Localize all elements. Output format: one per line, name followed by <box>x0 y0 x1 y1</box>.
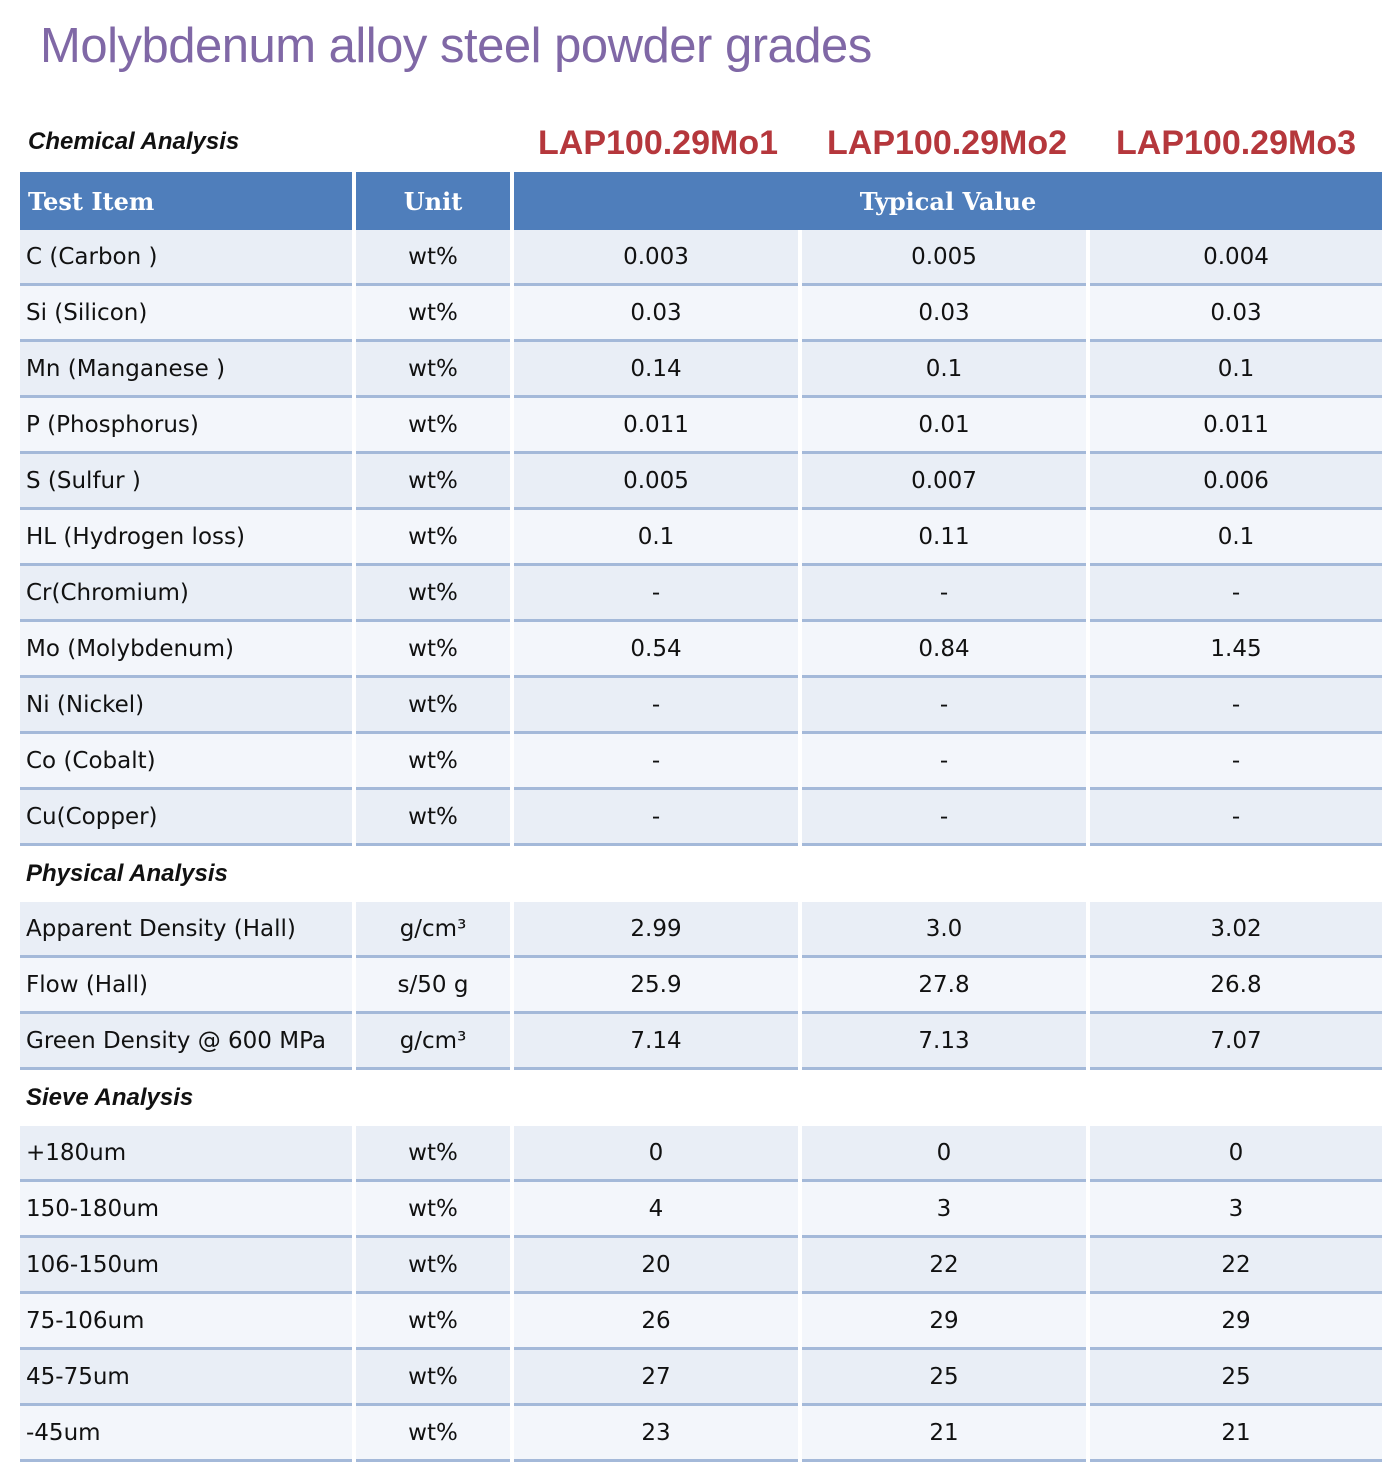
row-item-name: Green Density @ 600 MPa <box>20 1014 352 1070</box>
table-row <box>20 902 1382 958</box>
table-row <box>20 510 1382 566</box>
table-row <box>20 230 1382 286</box>
row-value-grade-1: 0.03 <box>514 286 798 342</box>
sieve-analysis-label: Sieve Analysis <box>20 1070 1382 1126</box>
row-value-grade-2: - <box>802 734 1086 790</box>
table-row <box>20 566 1382 622</box>
row-item-name: P (Phosphorus) <box>20 398 352 454</box>
row-unit: wt% <box>356 1182 510 1238</box>
row-value-grade-1: 0.54 <box>514 622 798 678</box>
row-unit: wt% <box>356 1406 510 1462</box>
row-item-name: Mo (Molybdenum) <box>20 622 352 678</box>
row-item-name: 75-106um <box>20 1294 352 1350</box>
row-item-name: 106-150um <box>20 1238 352 1294</box>
row-value-grade-2: 3.0 <box>802 902 1086 958</box>
table-row <box>20 958 1382 1014</box>
row-value-grade-3: 3.02 <box>1090 902 1382 958</box>
row-value-grade-1: 26 <box>514 1294 798 1350</box>
row-value-grade-1: 7.14 <box>514 1014 798 1070</box>
chemical-rows <box>20 230 1382 846</box>
row-value-grade-3: 26.8 <box>1090 958 1382 1014</box>
row-value-grade-3: - <box>1090 566 1382 622</box>
row-value-grade-1: 0.003 <box>514 230 798 286</box>
row-value-grade-2: - <box>802 790 1086 846</box>
table-row <box>20 734 1382 790</box>
chemical-analysis-label: Chemical Analysis <box>28 128 240 155</box>
row-unit: wt% <box>356 678 510 734</box>
row-value-grade-3: 0.004 <box>1090 230 1382 286</box>
row-value-grade-2: 0 <box>802 1126 1086 1182</box>
row-value-grade-2: 0.84 <box>802 622 1086 678</box>
row-item-name: C (Carbon ) <box>20 230 352 286</box>
row-value-grade-1: - <box>514 566 798 622</box>
row-value-grade-1: 0.011 <box>514 398 798 454</box>
row-item-name: Co (Cobalt) <box>20 734 352 790</box>
table-row <box>20 790 1382 846</box>
row-value-grade-3: 0.1 <box>1090 510 1382 566</box>
table-row <box>20 398 1382 454</box>
row-value-grade-3: 0 <box>1090 1126 1382 1182</box>
row-value-grade-2: - <box>802 566 1086 622</box>
row-value-grade-1: 4 <box>514 1182 798 1238</box>
row-value-grade-2: 3 <box>802 1182 1086 1238</box>
row-value-grade-1: 0.005 <box>514 454 798 510</box>
row-value-grade-3: - <box>1090 734 1382 790</box>
row-value-grade-2: 22 <box>802 1238 1086 1294</box>
row-value-grade-2: 0.1 <box>802 342 1086 398</box>
row-value-grade-1: - <box>514 790 798 846</box>
row-item-name: Si (Silicon) <box>20 286 352 342</box>
row-value-grade-2: 7.13 <box>802 1014 1086 1070</box>
table-row <box>20 454 1382 510</box>
physical-rows <box>20 902 1382 1070</box>
table-header-row <box>20 172 1382 230</box>
row-value-grade-1: 27 <box>514 1350 798 1406</box>
row-item-name: Cu(Copper) <box>20 790 352 846</box>
row-unit: wt% <box>356 790 510 846</box>
row-value-grade-1: 25.9 <box>514 958 798 1014</box>
row-item-name: Flow (Hall) <box>20 958 352 1014</box>
row-unit: g/cm³ <box>356 902 510 958</box>
row-value-grade-1: 2.99 <box>514 902 798 958</box>
row-value-grade-2: 0.03 <box>802 286 1086 342</box>
table-row <box>20 1126 1382 1182</box>
table-row <box>20 1238 1382 1294</box>
row-value-grade-2: 0.005 <box>802 230 1086 286</box>
row-value-grade-3: 7.07 <box>1090 1014 1382 1070</box>
row-item-name: HL (Hydrogen loss) <box>20 510 352 566</box>
row-unit: wt% <box>356 566 510 622</box>
table-row <box>20 622 1382 678</box>
header-unit: Unit <box>356 172 510 230</box>
row-item-name: Ni (Nickel) <box>20 678 352 734</box>
row-value-grade-3: - <box>1090 790 1382 846</box>
row-value-grade-2: 0.007 <box>802 454 1086 510</box>
row-value-grade-2: 29 <box>802 1294 1086 1350</box>
row-value-grade-2: 25 <box>802 1350 1086 1406</box>
grade-header-1: LAP100.29Mo1 <box>538 124 778 162</box>
header-typical-value: Typical Value <box>514 172 1382 230</box>
row-value-grade-3: 0.1 <box>1090 342 1382 398</box>
row-value-grade-3: - <box>1090 678 1382 734</box>
row-value-grade-1: 20 <box>514 1238 798 1294</box>
row-item-name: +180um <box>20 1126 352 1182</box>
row-value-grade-1: - <box>514 734 798 790</box>
row-value-grade-3: 25 <box>1090 1350 1382 1406</box>
row-value-grade-1: 0.14 <box>514 342 798 398</box>
sieve-rows <box>20 1126 1382 1462</box>
table-row <box>20 286 1382 342</box>
row-value-grade-1: - <box>514 678 798 734</box>
row-unit: wt% <box>356 1126 510 1182</box>
row-item-name: 45-75um <box>20 1350 352 1406</box>
grade-header-3: LAP100.29Mo3 <box>1116 124 1356 162</box>
row-unit: wt% <box>356 342 510 398</box>
row-value-grade-3: 1.45 <box>1090 622 1382 678</box>
table-row <box>20 342 1382 398</box>
row-value-grade-1: 0 <box>514 1126 798 1182</box>
row-value-grade-2: - <box>802 678 1086 734</box>
table-row <box>20 1350 1382 1406</box>
row-unit: wt% <box>356 398 510 454</box>
row-unit: wt% <box>356 286 510 342</box>
row-unit: wt% <box>356 1294 510 1350</box>
row-unit: wt% <box>356 734 510 790</box>
properties-table <box>20 172 1382 1462</box>
table-row <box>20 1182 1382 1238</box>
table-row <box>20 678 1382 734</box>
row-value-grade-1: 0.1 <box>514 510 798 566</box>
row-value-grade-3: 0.011 <box>1090 398 1382 454</box>
table-row <box>20 1014 1382 1070</box>
row-value-grade-3: 29 <box>1090 1294 1382 1350</box>
row-value-grade-2: 0.11 <box>802 510 1086 566</box>
page-title: Molybdenum alloy steel powder grades <box>40 19 872 73</box>
row-unit: g/cm³ <box>356 1014 510 1070</box>
row-item-name: Apparent Density (Hall) <box>20 902 352 958</box>
row-item-name: Mn (Manganese ) <box>20 342 352 398</box>
row-unit: wt% <box>356 454 510 510</box>
row-unit: s/50 g <box>356 958 510 1014</box>
row-value-grade-3: 0.006 <box>1090 454 1382 510</box>
header-test-item: Test Item <box>20 172 352 230</box>
row-unit: wt% <box>356 510 510 566</box>
row-value-grade-3: 22 <box>1090 1238 1382 1294</box>
row-unit: wt% <box>356 230 510 286</box>
row-value-grade-3: 3 <box>1090 1182 1382 1238</box>
row-item-name: Cr(Chromium) <box>20 566 352 622</box>
row-item-name: -45um <box>20 1406 352 1462</box>
row-item-name: 150-180um <box>20 1182 352 1238</box>
row-value-grade-2: 21 <box>802 1406 1086 1462</box>
row-value-grade-1: 23 <box>514 1406 798 1462</box>
grade-header-2: LAP100.29Mo2 <box>827 124 1067 162</box>
row-item-name: S (Sulfur ) <box>20 454 352 510</box>
sieve-section-row <box>20 1070 1382 1126</box>
table-row <box>20 1294 1382 1350</box>
row-value-grade-2: 27.8 <box>802 958 1086 1014</box>
physical-analysis-label: Physical Analysis <box>20 846 1382 902</box>
physical-section-row <box>20 846 1382 902</box>
row-value-grade-2: 0.01 <box>802 398 1086 454</box>
row-value-grade-3: 0.03 <box>1090 286 1382 342</box>
row-unit: wt% <box>356 622 510 678</box>
table-row <box>20 1406 1382 1462</box>
row-unit: wt% <box>356 1350 510 1406</box>
row-value-grade-3: 21 <box>1090 1406 1382 1462</box>
row-unit: wt% <box>356 1238 510 1294</box>
